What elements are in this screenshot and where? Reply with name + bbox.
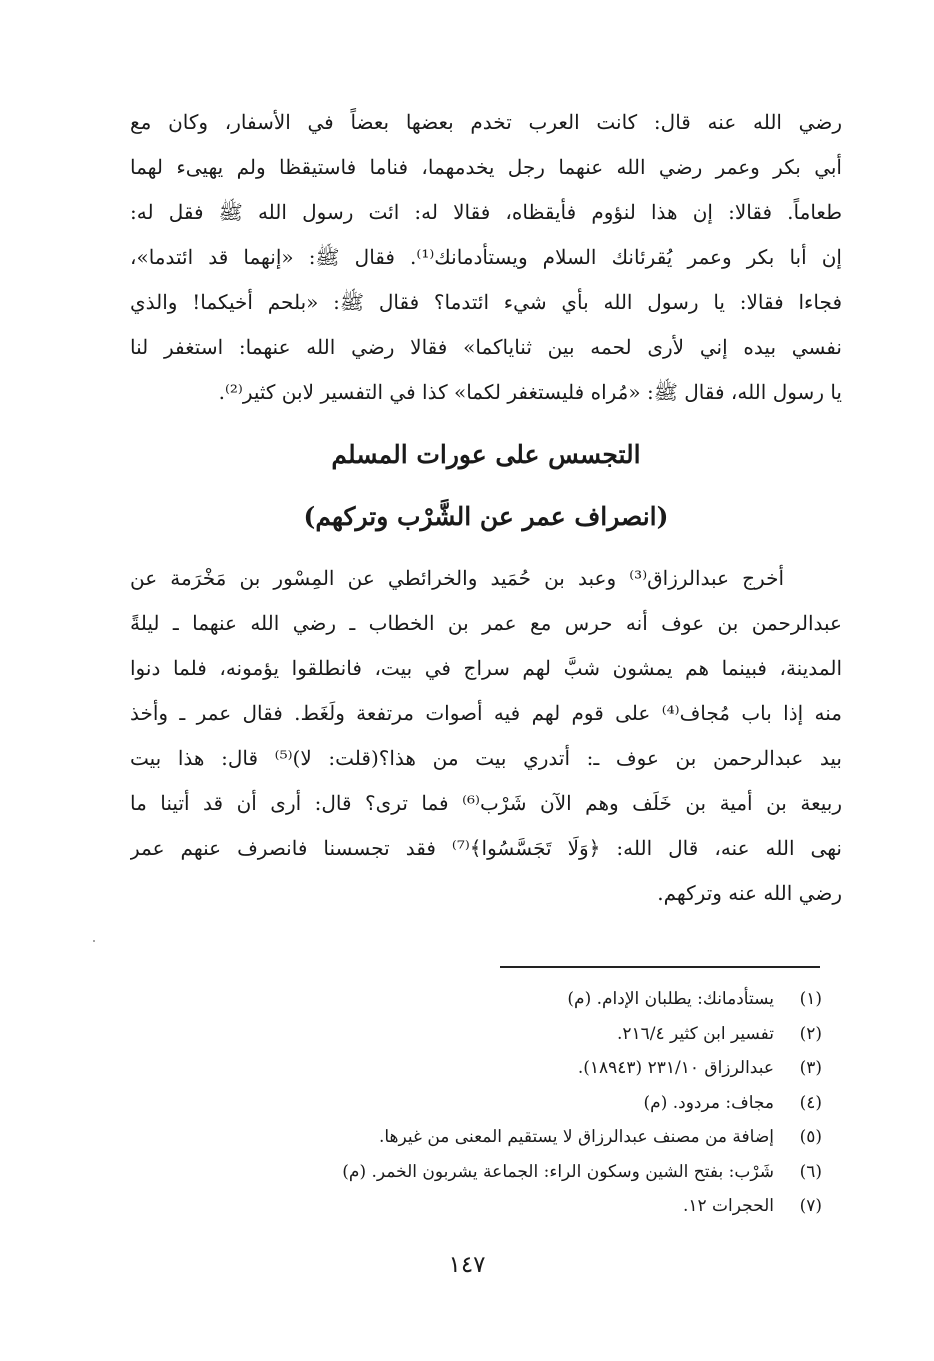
scan-speck xyxy=(93,940,95,942)
footnote-number: (٦) xyxy=(799,1161,822,1182)
footnote-text: إضافة من مصنف عبدالرزاق لا يستقيم المعنى من غيرها. xyxy=(378,1127,774,1147)
footnote-number: (١) xyxy=(799,989,822,1009)
paragraph-line: طعاماً. فقالا: إن هذا لنؤوم فأيقظاه، فقالا له: ائت رسول الله ﷺ فقل له: xyxy=(130,200,842,224)
second-paragraph xyxy=(130,556,842,916)
footnote-text: شَرْب: بفتح الشين وسكون الراء: الجماعة يشربون الخمر. (م) xyxy=(342,1161,774,1182)
footnote-number: (٣) xyxy=(799,1058,822,1078)
footnote-text: يستأدمانك: يطلبان الإدام. (م) xyxy=(567,989,774,1009)
section-subheading: (انصراف عمر عن الشَّرْب وتركهم) xyxy=(303,502,669,531)
footnote xyxy=(200,1086,822,1121)
footnote xyxy=(200,1017,822,1052)
footnote xyxy=(200,1155,822,1190)
footnote-number: (٥) xyxy=(799,1127,822,1147)
paragraph-line: يا رسول الله، فقال ﷺ: «مُراه فليستغفر لكما» كذا في التفسير لابن كثير⁽²⁾. xyxy=(218,380,842,404)
paragraph-line: نهى الله عنه، قال الله: ﴿وَلَا تَجَسَّسُوا﴾⁽⁷⁾ فقد تجسسنا فانصرف عنهم عمر xyxy=(130,836,842,860)
paragraph-line: بيد عبدالرحمن بن عوف ـ: أتدري بيت من هذا؟(قلت: لا)⁽⁵⁾ قال: هذا بيت xyxy=(130,746,842,770)
paragraph-line: فجاءا فقالا: يا رسول الله بأي شيء ائتدما؟ فقال ﷺ: «بلحم أخيكما! والذي xyxy=(130,290,842,314)
footnote xyxy=(200,1189,822,1224)
paragraph-line: ربيعة بن أمية بن خَلَف وهم الآن شَرْب⁽⁶⁾ فما ترى؟ قال: أرى أن قد أتينا ما xyxy=(130,791,842,815)
paragraph-line: المدينة، فبينما هم يمشون شبَّ لهم سراج في بيت، فانطلقوا يؤمونه، فلما دنوا xyxy=(130,656,842,680)
footnote-text: عبدالرزاق ٢٣١/١٠ (١٨٩٤٣). xyxy=(577,1058,774,1078)
footnotes xyxy=(200,982,822,1224)
paragraph-line: رضي الله عنه قال: كانت العرب تخدم بعضها بعضاً في الأسفار، وكان مع xyxy=(130,110,842,134)
paragraph-line: أخرج عبدالرزاق⁽³⁾ وعبد بن حُمَيد والخرائطي عن المِسْور بن مَخْرَمة عن xyxy=(130,566,784,590)
section-heading: التجسس على عورات المسلم xyxy=(331,440,641,469)
footnote-number: (٢) xyxy=(799,1023,822,1044)
footnote-text: تفسير ابن كثير ٢١٦/٤. xyxy=(616,1023,774,1044)
footnote-text: الحجرات ١٢. xyxy=(682,1196,774,1216)
footnote-text: مجاف: مردود. (م) xyxy=(643,1092,774,1113)
paragraph-line: نفسي بيده إني لأرى لحمه بين ثناياكما» فقالا رضي الله عنهما: استغفر لنا xyxy=(130,335,842,359)
footnote xyxy=(200,1120,822,1155)
footnote-separator xyxy=(500,966,820,968)
paragraph-line: أبي بكر وعمر رضي الله عنهما رجل يخدمهما، فناما فاستيقظا ولم يهيىء لهما xyxy=(130,155,842,179)
footnote-number: (٤) xyxy=(799,1092,822,1113)
footnote xyxy=(200,982,822,1017)
paragraph-line: إن أبا بكر وعمر يُقرئانك السلام ويستأدمانك⁽¹⁾. فقال ﷺ: «إنهما قد ائتدما»، xyxy=(130,245,842,269)
footnote-number: (٧) xyxy=(799,1196,822,1216)
paragraph-line: عبدالرحمن بن عوف أنه حرس مع عمر بن الخطاب ـ رضي الله عنهما ـ ليلةً xyxy=(130,611,842,635)
paragraph-line: منه إذا باب مُجاف⁽⁴⁾ على قوم لهم فيه أصوات مرتفعة ولَغَط. فقال عمر ـ وأخذ xyxy=(130,701,842,725)
page-number: ١٤٧ xyxy=(448,1252,486,1278)
paragraph-line: رضي الله عنه وتركهم. xyxy=(657,881,842,905)
footnote xyxy=(200,1051,822,1086)
top-paragraph xyxy=(130,100,842,415)
